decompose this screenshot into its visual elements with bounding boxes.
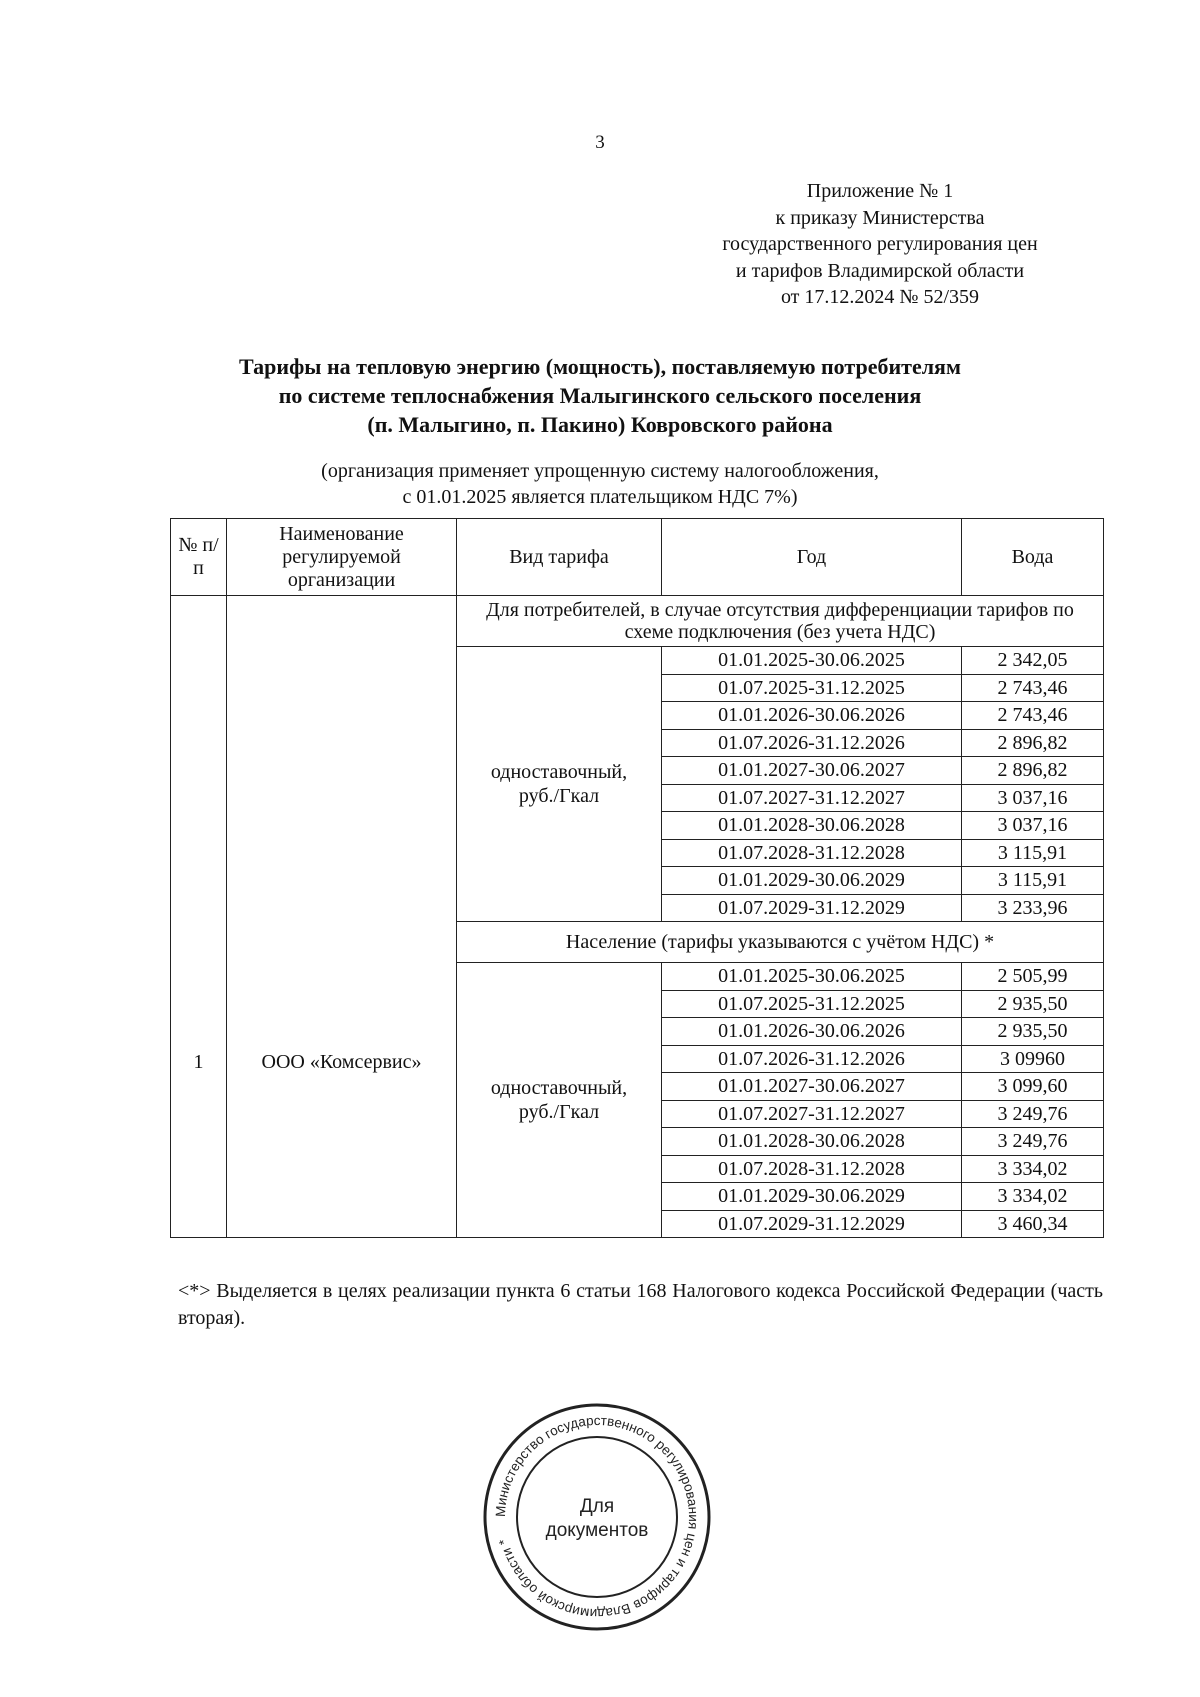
- period-cell: 01.07.2028-31.12.2028: [662, 839, 962, 867]
- tariff-value-cell: 3 099,60: [962, 1073, 1104, 1101]
- appendix-line: Приложение № 1: [806, 180, 954, 202]
- tariff-value-cell: 3 115,91: [962, 867, 1104, 895]
- document-title: [120, 352, 1080, 439]
- subtitle-line: (организация применяет упрощенную систему налогообложения,: [321, 460, 879, 482]
- tariff-value-cell: 3 249,76: [962, 1100, 1104, 1128]
- appendix-block: [640, 178, 1120, 311]
- period-cell: 01.01.2025-30.06.2025: [662, 647, 962, 675]
- table-body: [171, 596, 1104, 1238]
- header-year: Год: [662, 519, 962, 596]
- period-cell: 01.01.2027-30.06.2027: [662, 1073, 962, 1101]
- period-cell: 01.01.2026-30.06.2026: [662, 702, 962, 730]
- period-cell: 01.01.2025-30.06.2025: [662, 963, 962, 991]
- stamp-inner-ring: [517, 1437, 677, 1597]
- header-row: [171, 519, 1104, 596]
- period-cell: 01.07.2029-31.12.2029: [662, 894, 962, 922]
- tariff-value-cell: 3 460,34: [962, 1210, 1104, 1238]
- tariff-value-cell: 2 896,82: [962, 757, 1104, 785]
- tariff-value-cell: 3 115,91: [962, 839, 1104, 867]
- tariff-value-cell: 2 935,50: [962, 1018, 1104, 1046]
- appendix-line: к приказу Министерства: [775, 206, 985, 229]
- period-cell: 01.07.2025-31.12.2025: [662, 674, 962, 702]
- row-number: 1: [171, 596, 227, 1238]
- tariff-value-cell: 3 334,02: [962, 1183, 1104, 1211]
- title-line: (п. Малыгино, п. Пакино) Ковровского района: [367, 412, 833, 437]
- tariff-value-cell: 2 896,82: [962, 729, 1104, 757]
- stamp-center-line: Для: [579, 1496, 615, 1517]
- header-water: Вода: [962, 519, 1104, 596]
- section-heading: Для потребителей, в случае отсутствия дифференциации тарифов по схеме подключения (без учета НДС): [457, 596, 1104, 647]
- period-cell: 01.01.2028-30.06.2028: [662, 812, 962, 840]
- stamp-outer-ring: [485, 1405, 709, 1629]
- header-org: Наименование регулируемой организации: [227, 519, 457, 596]
- header-num: № п/п: [171, 519, 227, 596]
- tariff-value-cell: 3 037,16: [962, 812, 1104, 840]
- organization-name: ООО «Комсервис»: [227, 596, 457, 1238]
- tariff-value-cell: 2 743,46: [962, 702, 1104, 730]
- footnote: <*> Выделяется в целях реализации пункта 6 статьи 168 Налогового кодекса Российской Федерации (часть вторая).: [178, 1280, 1103, 1329]
- period-cell: 01.07.2027-31.12.2027: [662, 1100, 962, 1128]
- tariff-value-cell: 2 505,99: [962, 963, 1104, 991]
- tariff-value-cell: 3 334,02: [962, 1155, 1104, 1183]
- period-cell: 01.01.2027-30.06.2027: [662, 757, 962, 785]
- section-heading-row: [171, 596, 1104, 647]
- period-cell: 01.01.2026-30.06.2026: [662, 1018, 962, 1046]
- tariff-table: [170, 518, 1104, 1238]
- stamp-ring-text: Министерство государственного регулирования цен и тарифов Владимирской области *: [492, 1412, 702, 1622]
- stamp-center-line: документов: [545, 1520, 649, 1541]
- tariff-type: одноставочный, руб./Гкал: [457, 963, 662, 1238]
- tariff-value-cell: 2 743,46: [962, 674, 1104, 702]
- tariff-value-cell: 3 037,16: [962, 784, 1104, 812]
- subtitle-line: с 01.01.2025 является плательщиком НДС 7%): [402, 486, 798, 508]
- title-line: Тарифы на тепловую энергию (мощность), поставляемую потребителям: [239, 354, 961, 379]
- tariff-value-cell: 2 935,50: [962, 990, 1104, 1018]
- title-line: по системе теплоснабжения Малыгинского сельского поселения: [278, 383, 922, 408]
- section-heading: Население (тарифы указываются с учётом НДС) *: [457, 922, 1104, 963]
- tariff-value-cell: 3 249,76: [962, 1128, 1104, 1156]
- period-cell: 01.07.2028-31.12.2028: [662, 1155, 962, 1183]
- tariff-value-cell: 2 342,05: [962, 647, 1104, 675]
- period-cell: 01.07.2029-31.12.2029: [662, 1210, 962, 1238]
- period-cell: 01.07.2025-31.12.2025: [662, 990, 962, 1018]
- period-cell: 01.01.2029-30.06.2029: [662, 1183, 962, 1211]
- tariff-value-cell: 3 09960: [962, 1045, 1104, 1073]
- tariff-type: одноставочный, руб./Гкал: [457, 647, 662, 922]
- period-cell: 01.07.2026-31.12.2026: [662, 1045, 962, 1073]
- period-cell: 01.07.2026-31.12.2026: [662, 729, 962, 757]
- period-cell: 01.07.2027-31.12.2027: [662, 784, 962, 812]
- header-tariff-type: Вид тарифа: [457, 519, 662, 596]
- appendix-line: от 17.12.2024 № 52/359: [780, 286, 980, 308]
- appendix-line: и тарифов Владимирской области: [735, 259, 1025, 282]
- official-stamp: [480, 1400, 714, 1634]
- appendix-line: государственного регулирования цен: [722, 233, 1038, 255]
- tariff-value-cell: 3 233,96: [962, 894, 1104, 922]
- period-cell: 01.01.2028-30.06.2028: [662, 1128, 962, 1156]
- page-number: 3: [595, 132, 605, 153]
- period-cell: 01.01.2029-30.06.2029: [662, 867, 962, 895]
- document-subtitle: [120, 458, 1080, 510]
